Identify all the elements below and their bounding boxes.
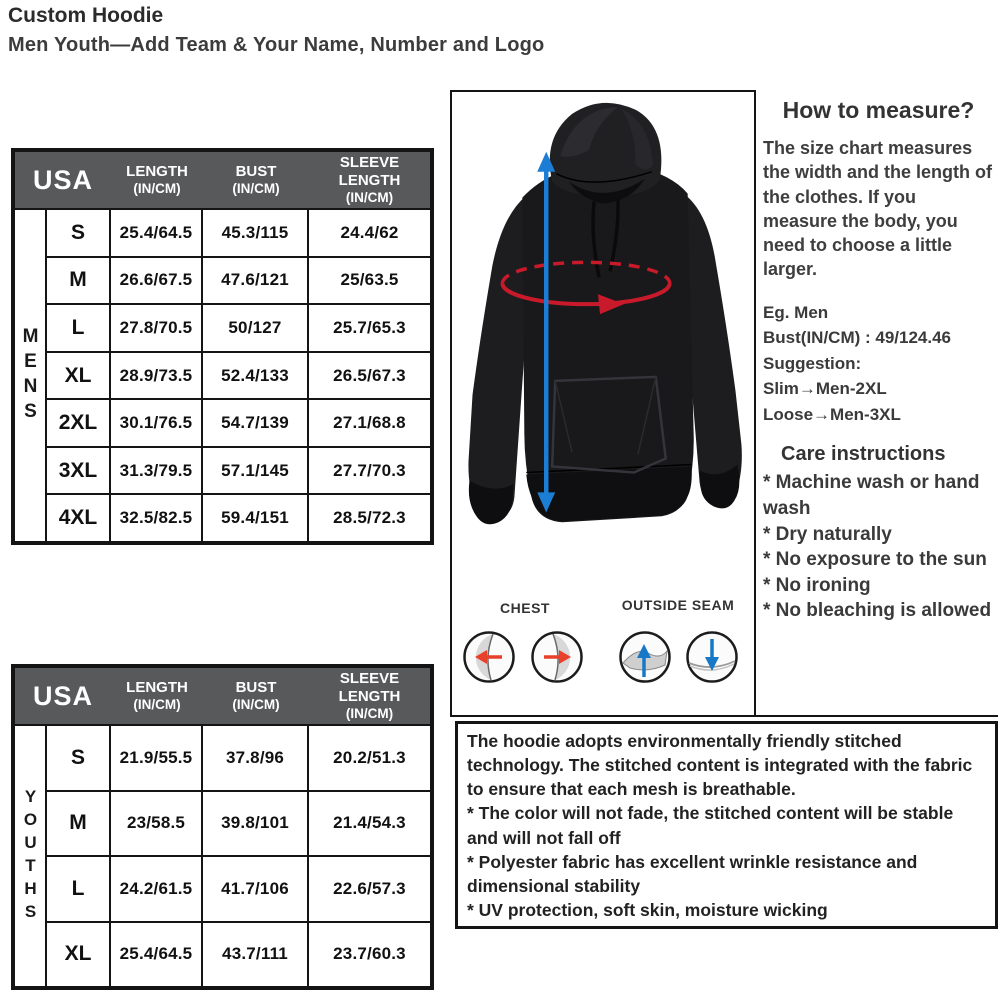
mens-size-table: [11, 148, 434, 545]
care-item: * No ironing: [763, 574, 871, 596]
column-header-usa: USA: [32, 164, 93, 195]
care-item: * No exposure to the sun: [763, 549, 987, 571]
column-label: SLEEVE LENGTH: [338, 669, 401, 705]
column-unit: (IN/CM): [133, 180, 181, 196]
table-row: [47, 855, 430, 921]
length-cell: 25.4/64.5: [111, 921, 203, 987]
product-features-box: [455, 721, 998, 929]
how-to-measure-body: The size chart measures the width and the length of the clothes. If you measure the body, you need to choose a little larger.: [763, 138, 992, 280]
table-row: [47, 493, 430, 541]
column-header-sleeve-length: [309, 154, 430, 206]
size-cell: L: [47, 855, 111, 921]
bust-cell: 54.7/139: [203, 398, 309, 446]
feature-line: * UV protection, soft skin, moisture wicking: [467, 899, 828, 920]
mens-table-header: [15, 152, 430, 208]
column-header-bust: [203, 679, 309, 713]
size-cell: 4XL: [47, 493, 111, 541]
care-instructions-heading: Care instructions: [781, 443, 946, 466]
section-divider: [756, 715, 998, 717]
size-cell: XL: [47, 351, 111, 399]
length-cell: 21.9/55.5: [111, 724, 203, 790]
care-item: * Dry naturally: [763, 523, 892, 545]
example-line: Eg. Men: [763, 302, 829, 322]
sleeve-cell: 26.5/67.3: [309, 351, 430, 399]
table-row: [47, 303, 430, 351]
table-row: [47, 256, 430, 304]
mens-table-body: [15, 208, 430, 541]
bust-cell: 57.1/145: [203, 446, 309, 494]
column-header-length: [111, 679, 203, 713]
table-row: [47, 398, 430, 446]
column-unit: (IN/CM): [345, 189, 394, 205]
size-cell: M: [47, 790, 111, 856]
bust-cell: 59.4/151: [203, 493, 309, 541]
sleeve-cell: 24.4/62: [309, 208, 430, 256]
column-header-sleeve-length: [309, 670, 430, 722]
length-cell: 31.3/79.5: [111, 446, 203, 494]
length-cell: 24.2/61.5: [111, 855, 203, 921]
example-line: Bust(IN/CM) : 49/124.46: [763, 328, 951, 348]
outside-seam-down-icon: [685, 630, 739, 684]
bust-cell: 37.8/96: [203, 724, 309, 790]
length-cell: 27.8/70.5: [111, 303, 203, 351]
table-row: [47, 724, 430, 790]
bust-cell: 45.3/115: [203, 208, 309, 256]
column-label: BUST: [235, 162, 277, 180]
length-cell: 25.4/64.5: [111, 208, 203, 256]
youths-table-header: [15, 668, 430, 724]
bust-cell: 39.8/101: [203, 790, 309, 856]
column-unit: (IN/CM): [133, 696, 181, 712]
mens-group-label: MENS: [15, 208, 47, 541]
size-cell: S: [47, 208, 111, 256]
mens-rows: [47, 208, 430, 541]
column-unit: (IN/CM): [232, 180, 280, 196]
bust-cell: 43.7/111: [203, 921, 309, 987]
measure-illustration-panel: [450, 90, 756, 717]
column-label: BUST: [235, 678, 277, 696]
sleeve-cell: 25.7/65.3: [309, 303, 430, 351]
size-cell: M: [47, 256, 111, 304]
column-label: SLEEVE LENGTH: [338, 153, 401, 189]
sleeve-cell: 27.1/68.8: [309, 398, 430, 446]
column-label: LENGTH: [126, 678, 188, 696]
care-item: * Machine wash or hand wash: [763, 472, 980, 519]
care-item: * No bleaching is allowed: [763, 600, 992, 622]
table-row: [47, 351, 430, 399]
size-cell: 3XL: [47, 446, 111, 494]
table-row: [47, 446, 430, 494]
outside-seam-up-icon: [618, 630, 672, 684]
sizing-example: [763, 300, 994, 428]
table-row: [47, 208, 430, 256]
column-header-bust: [203, 163, 309, 197]
column-label: LENGTH: [126, 162, 188, 180]
care-instructions-list: [763, 470, 994, 624]
feature-line: The hoodie adopts environmentally friendly stitched technology. The stitched content is integrated with the fabric to ensure that each mesh is breathable.: [467, 731, 973, 800]
youths-group-label: YOUTHS: [15, 724, 47, 986]
sleeve-cell: 28.5/72.3: [309, 493, 430, 541]
column-header-length: [111, 163, 203, 197]
sleeve-cell: 22.6/57.3: [309, 855, 430, 921]
length-cell: 28.9/73.5: [111, 351, 203, 399]
how-to-measure-section: [763, 97, 994, 624]
sleeve-cell: 27.7/70.3: [309, 446, 430, 494]
column-unit: (IN/CM): [345, 705, 394, 721]
chest-measure-left-icon: [462, 630, 516, 684]
size-cell: S: [47, 724, 111, 790]
chest-measure-right-icon: [530, 630, 584, 684]
page-subtitle: Men Youth—Add Team & Your Name, Number and Logo: [8, 34, 545, 56]
sleeve-cell: 23.7/60.3: [309, 921, 430, 987]
sleeve-cell: 25/63.5: [309, 256, 430, 304]
example-line: Slim→Men-2XL: [763, 379, 887, 399]
outside-seam-label: OUTSIDE SEAM: [621, 597, 735, 613]
length-cell: 30.1/76.5: [111, 398, 203, 446]
youths-size-table: [11, 664, 434, 990]
page-title: Custom Hoodie: [8, 4, 164, 27]
bust-cell: 52.4/133: [203, 351, 309, 399]
bust-cell: 41.7/106: [203, 855, 309, 921]
feature-line: * The color will not fade, the stitched content will be stable and will not fall off: [467, 803, 954, 848]
sleeve-cell: 20.2/51.3: [309, 724, 430, 790]
sleeve-cell: 21.4/54.3: [309, 790, 430, 856]
size-cell: 2XL: [47, 398, 111, 446]
example-line: Suggestion:: [763, 353, 862, 373]
bust-cell: 50/127: [203, 303, 309, 351]
youths-rows: [47, 724, 430, 986]
size-cell: L: [47, 303, 111, 351]
example-line: Loose→Men-3XL: [763, 404, 901, 424]
column-header-usa: USA: [32, 680, 93, 711]
youths-table-body: [15, 724, 430, 986]
table-row: [47, 921, 430, 987]
table-row: [47, 790, 430, 856]
length-cell: 23/58.5: [111, 790, 203, 856]
how-to-measure-heading: How to measure?: [782, 97, 975, 123]
size-cell: XL: [47, 921, 111, 987]
chest-label: CHEST: [500, 600, 550, 616]
feature-line: * Polyester fabric has excellent wrinkle resistance and dimensional stability: [467, 851, 918, 896]
column-unit: (IN/CM): [232, 696, 280, 712]
length-cell: 32.5/82.5: [111, 493, 203, 541]
bust-cell: 47.6/121: [203, 256, 309, 304]
hoodie-product-image: [452, 94, 754, 592]
length-cell: 26.6/67.5: [111, 256, 203, 304]
